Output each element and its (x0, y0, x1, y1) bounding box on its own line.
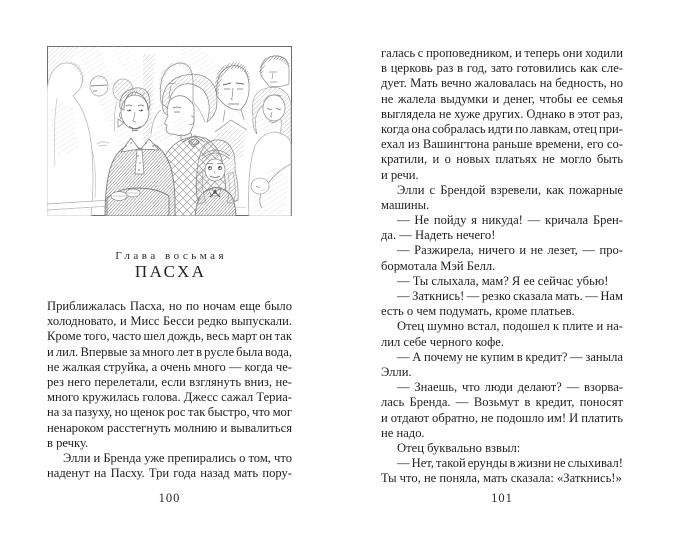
text-line: когда она собралась идти по лавкам, отец при- (381, 121, 623, 136)
text-line: дует. Мать вечно жаловалась на бедность, но (381, 76, 623, 91)
text-line: лась Бренда. — Возьмут в кредит, поносят (381, 395, 623, 410)
left-page-text (47, 299, 292, 481)
text-line: и речи. (381, 167, 419, 182)
text-line: наденут на Пасху. Три года назад мать пору- (47, 466, 292, 481)
text-line: — Не пойду я никуда! — кричала Брен- (397, 213, 623, 228)
left-page (47, 0, 292, 535)
text-line: Элли. (381, 364, 412, 379)
text-line: Отец буквально взвыл: (397, 440, 521, 455)
text-line: бормотала Мэй Белл. (381, 258, 496, 273)
text-line: в церковь раз в год, зато готовились как сле- (381, 61, 623, 76)
text-line: — Знаешь, что люди делают? — взорва- (397, 380, 623, 395)
text-line: много кружилась голова. Джесс сажал Териа- (47, 390, 292, 405)
text-line: выглядела не хуже других. Однако в этот раз, (381, 106, 623, 121)
right-page-text (381, 46, 623, 486)
text-line: и отдают обратно, не подошло им! И платить (381, 410, 623, 425)
text-line: Кроме того, часто шел дождь, весь март он так (47, 329, 292, 344)
page-number-right: 101 (491, 491, 513, 505)
text-line: в речку. (47, 435, 89, 450)
text-line: — А почему не купим в кредит? — заныла (397, 349, 623, 364)
text-line: — Ты слыхала, мам? Я ее сейчас убью! (397, 273, 609, 288)
text-line: лил себе черного кофе. (381, 334, 504, 349)
text-line: — Нет, такой ерунды в жизни не слыхивал! (397, 456, 623, 471)
text-line: машины. (381, 197, 430, 212)
text-line: и лил. Впервые за много лет в русле была вода, (47, 344, 292, 359)
text-line: — Разжирела, ничего и не лезет, — про- (397, 243, 623, 258)
chapter-illustration (47, 46, 292, 216)
text-line: да. — Надеть нечего! (381, 228, 496, 243)
text-line: ехал из Вашингтона раньше времени, его со- (381, 137, 623, 152)
text-line: ненароком расстегнуть молнию и вывалиться (47, 420, 292, 435)
text-line: Элли и Бренда уже препирались о том, что (63, 450, 292, 465)
text-line: Приближалась Пасха, но по ночам еще было (47, 299, 292, 313)
text-line: есть о чем подумать, кроме платьев. (381, 304, 575, 319)
text-line: не жалела выдумки и денег, чтобы ее семья (381, 91, 623, 106)
text-line: — Заткнись! — резко сказала мать. — Нам (397, 289, 623, 303)
text-line: не надо. (381, 425, 425, 440)
chapter-title: ПАСХА (134, 262, 207, 281)
text-line: Отец шумно встал, подошел к плите и на- (397, 319, 623, 334)
text-line: на за пазуху, но щенок рос так быстро, что мог (47, 405, 292, 420)
text-line: не жалкая струйка, а очень много — когда че- (47, 359, 292, 374)
text-line: рез него перелетали, если взглянуть вниз, не- (47, 374, 292, 389)
text-line: холодновато, и Мисс Бесси редко выпускали. (47, 314, 292, 329)
page-number-left: 100 (158, 491, 181, 505)
text-line: кратили, и о новых платьях не могло быть (381, 152, 623, 167)
text-line: галась с проповедником, и теперь они ходили (381, 46, 623, 60)
chapter-label: Глава восьмая (115, 250, 228, 262)
text-line: Элли с Брендой взревели, как пожарные (397, 182, 623, 197)
right-page (381, 0, 623, 535)
text-line: Ты что, не поняла, мать сказала: «Заткнись!» (381, 471, 622, 486)
